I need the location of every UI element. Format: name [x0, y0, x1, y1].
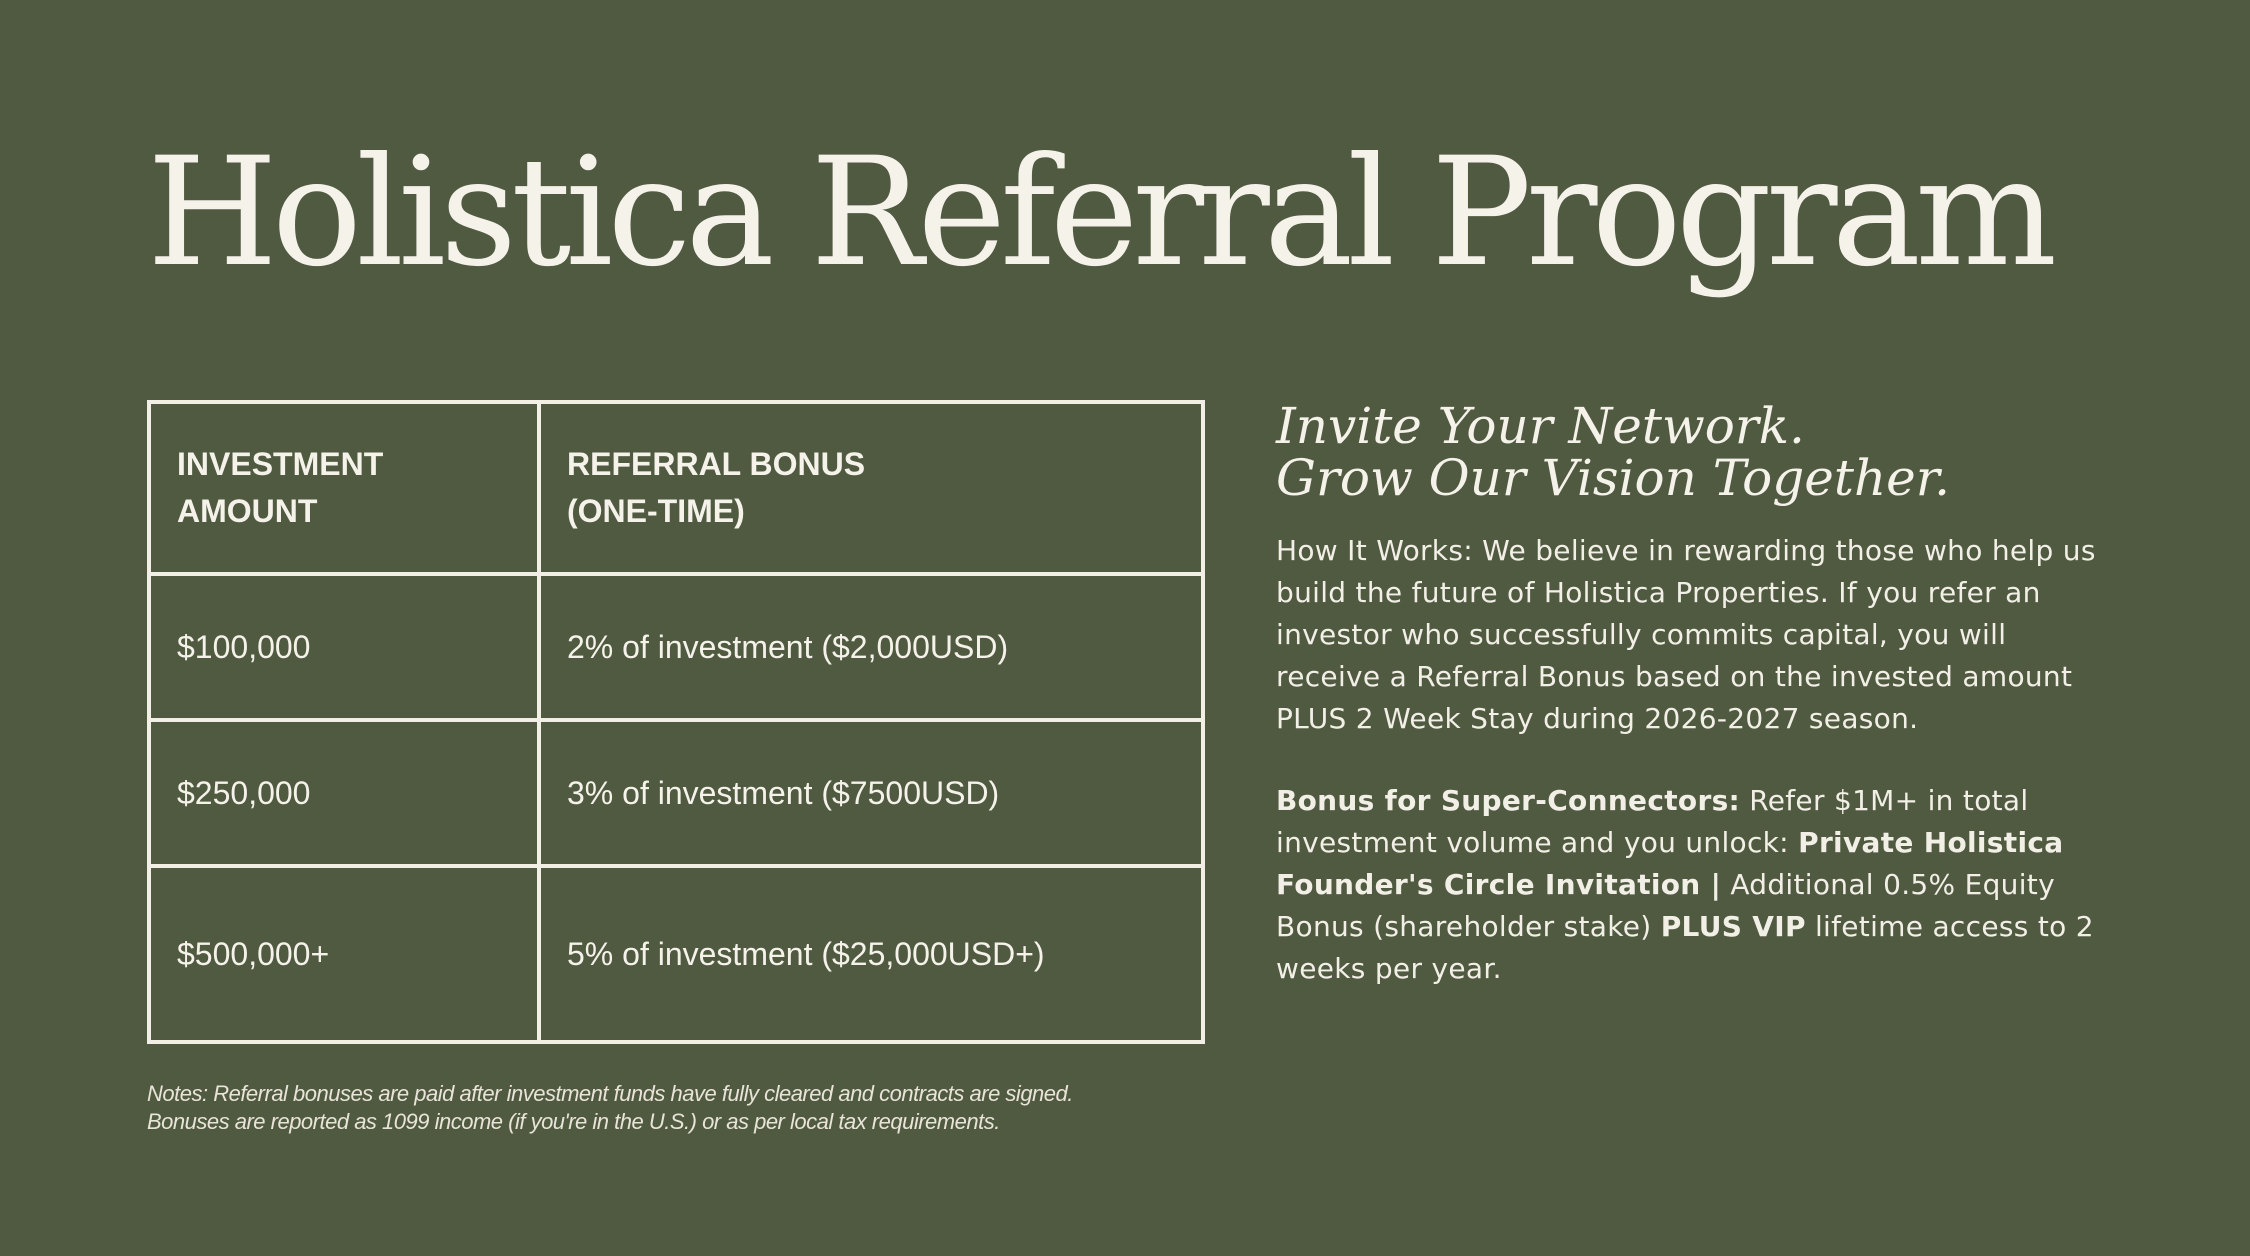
- notes: [147, 1080, 1307, 1136]
- tagline-line: Invite Your Network.: [1276, 397, 1805, 455]
- table-row: [149, 574, 1203, 720]
- lifetime-access-text: lifetime access to 2 weeks per year.: [1276, 910, 2094, 985]
- founders-circle-text: Private Holistica Founder's Circle Invitation |: [1276, 826, 2064, 901]
- notes-line: Notes: Referral bonuses are paid after investment funds have fully cleared and contracts are signed.: [147, 1081, 1073, 1106]
- investment-amount-cell: $500,000+: [149, 866, 539, 1042]
- investment-amount-cell: $250,000: [149, 720, 539, 866]
- referral-bonus-cell: 2% of investment ($2,000USD): [539, 574, 1203, 720]
- tagline-line: Grow Our Vision Together.: [1276, 449, 1951, 507]
- super-connectors-text: Refer $1M+ in total investment volume and you unlock:: [1276, 784, 2029, 859]
- header-referral-bonus: REFERRAL BONUS (ONE-TIME): [539, 402, 1203, 574]
- plus-vip-text: PLUS VIP: [1660, 910, 1806, 943]
- program-description: [1276, 530, 2096, 990]
- how-it-works-paragraph: How It Works: We believe in rewarding those who help us build the future of Holistica Properties. If you refer an investor who successfully commits capital, you will receive a Referral Bonus based on the invested amount PLUS 2 Week Stay during 2026-2027 season.: [1276, 534, 2096, 735]
- header-investment-amount: INVESTMENT AMOUNT: [149, 402, 539, 574]
- super-connectors-label: Bonus for Super-Connectors:: [1276, 784, 1741, 817]
- tagline: [1276, 397, 2176, 507]
- page-title: Holistica Referral Program: [147, 126, 2052, 300]
- super-connectors-paragraph: [1276, 780, 2096, 990]
- investment-amount-cell: $100,000: [149, 574, 539, 720]
- equity-bonus-text: Additional 0.5% Equity Bonus (shareholder stake): [1276, 868, 2055, 943]
- notes-line: Bonuses are reported as 1099 income (if you're in the U.S.) or as per local tax requirements.: [147, 1109, 1000, 1134]
- referral-bonus-cell: 5% of investment ($25,000USD+): [539, 866, 1203, 1042]
- table-row: [149, 866, 1203, 1042]
- referral-table: [147, 400, 1205, 1044]
- table-row: [149, 720, 1203, 866]
- table-header-row: [149, 402, 1203, 574]
- referral-bonus-cell: 3% of investment ($7500USD): [539, 720, 1203, 866]
